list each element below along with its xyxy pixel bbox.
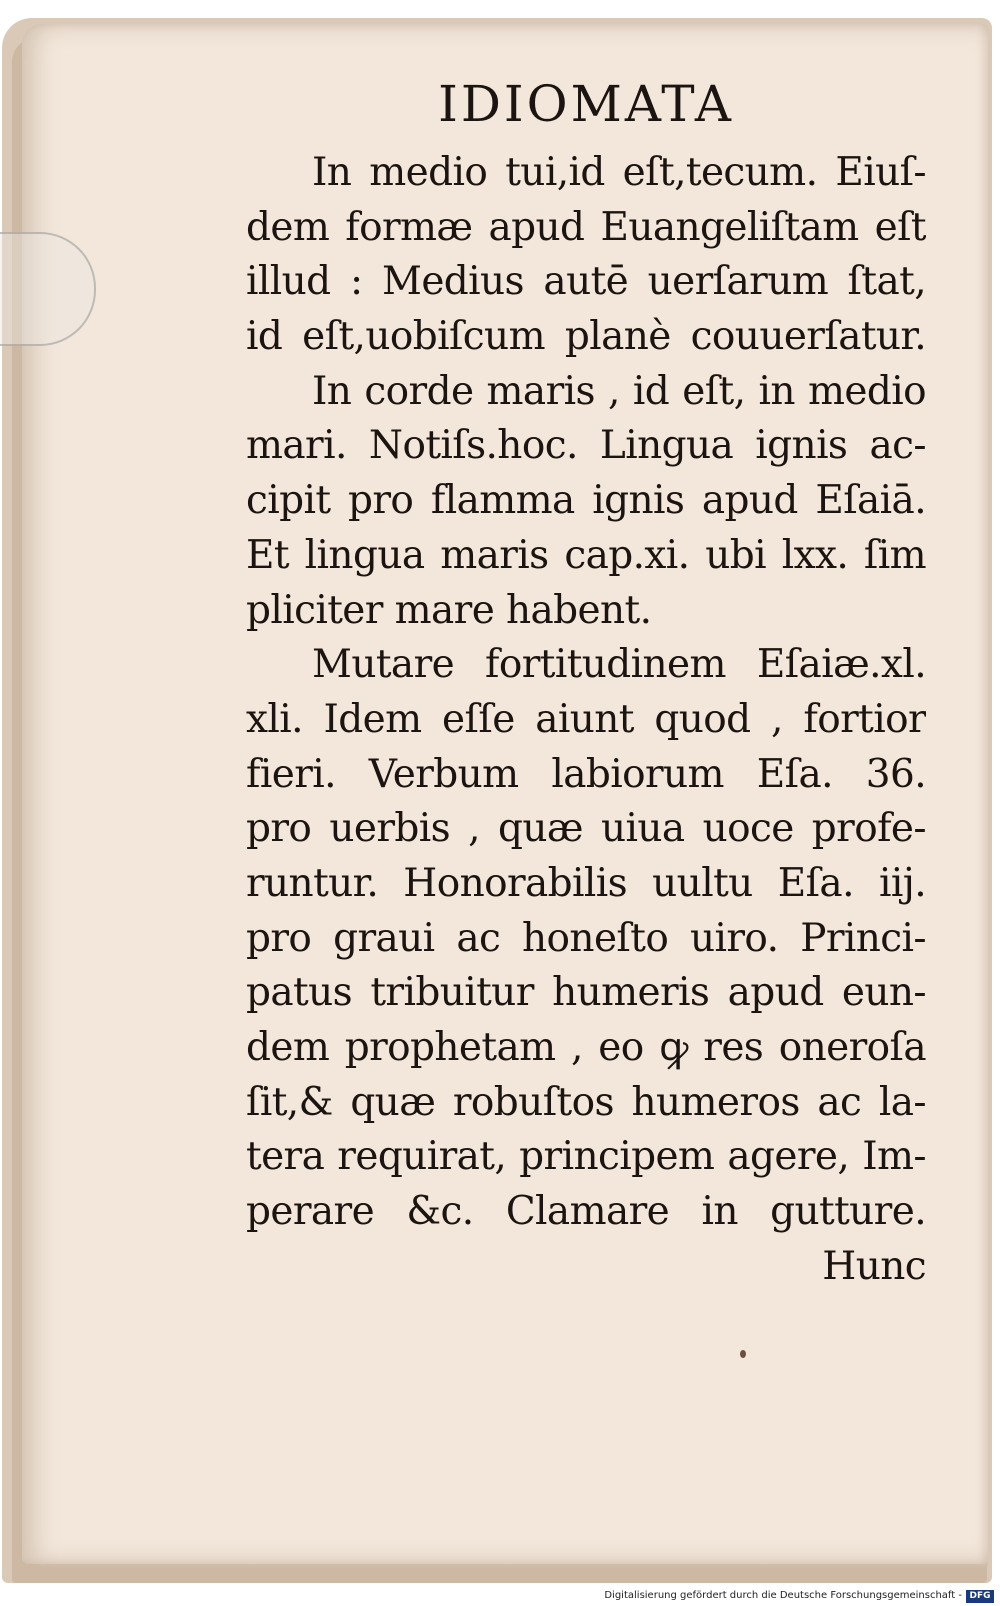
text-line: In corde maris , id eſt, in medio	[312, 368, 926, 414]
running-head: IDIOMATA	[438, 75, 734, 133]
text-line: fieri. Verbum labiorum Eſa. 36.	[246, 751, 926, 797]
text-line: Mutare fortitudinem Eſaiæ.xl.	[312, 642, 926, 688]
text-block	[246, 62, 926, 1294]
text-line: pro graui ac honeſto uiro. Princi-	[246, 915, 926, 961]
text-line: cipit pro flamma ignis apud Eſaiā.	[246, 478, 926, 524]
catchword: Hunc	[822, 1243, 926, 1289]
text-line: In medio tui,id eſt,tecum. Eiuſ-	[312, 150, 926, 195]
footer-bar	[0, 1588, 1000, 1606]
text-line: tera requirat, principem agere, Im-	[246, 1134, 926, 1180]
text-line: dem prophetam , eo ꝙ res oneroſa	[246, 1025, 926, 1070]
text-line: Et lingua maris cap.xi. ubi lxx. ſim	[246, 532, 926, 578]
dfg-logo: DFG	[966, 1590, 994, 1603]
text-line: illud : Medius autē uerſarum ſtat,	[246, 259, 926, 305]
text-line: id eſt,uobiſcum planè couuerſatur.	[246, 314, 926, 360]
text-line: xli. Idem eſſe aiunt quod , fortior	[246, 696, 926, 742]
text-line: mari. Notiſs.hoc. Lingua ignis ac-	[246, 423, 926, 469]
footer-credit: Digitalisierung gefördert durch die Deutsche Forschungsgemeinschaft -	[604, 1590, 962, 1601]
text-line: pliciter mare habent.	[246, 587, 652, 633]
text-line: ſit,& quæ robuſtos humeros ac la-	[246, 1079, 926, 1125]
text-line: patus tribuitur humeris apud eun-	[246, 970, 926, 1016]
text-line: perare &c. Clamare in gutture.	[246, 1189, 926, 1235]
text-line: dem formæ apud Euangeliſtam eſt	[246, 204, 926, 250]
text-line: pro uerbis , quæ uiua uoce profe-	[246, 806, 926, 852]
ink-speck	[740, 1350, 746, 1358]
text-line: runtur. Honorabilis uultu Eſa. iij.	[246, 860, 926, 906]
